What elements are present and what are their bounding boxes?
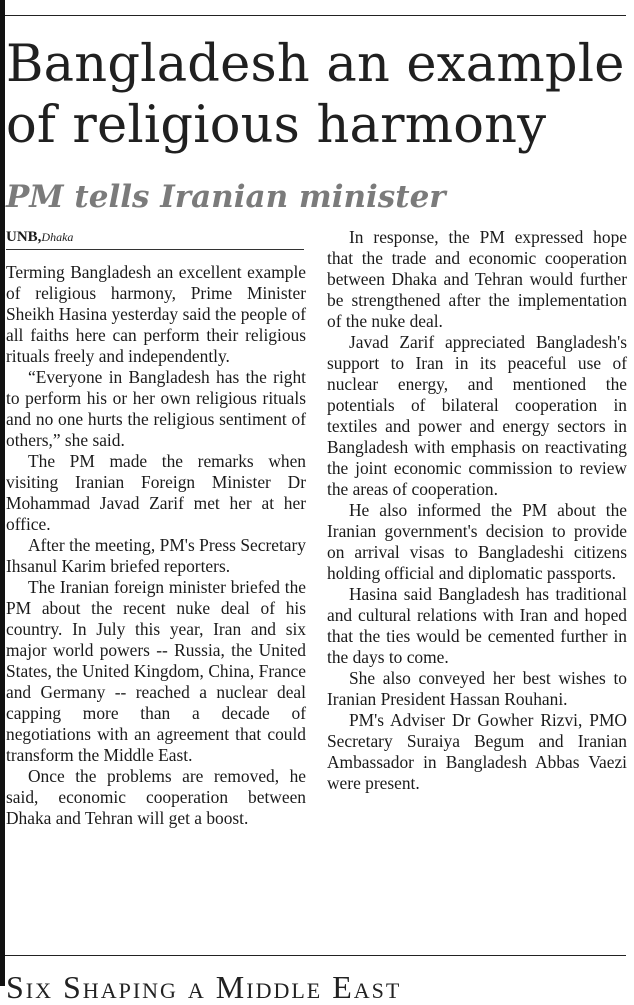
- paragraph: She also conveyed her best wishes to Iranian President Hassan Rouhani.: [327, 668, 627, 709]
- subheadline: PM tells Iranian minister: [6, 179, 446, 215]
- top-rule: [5, 15, 626, 16]
- dateline: [6, 229, 304, 250]
- byline-place: Dhaka: [41, 230, 74, 244]
- paragraph: He also informed the PM about the Iranian government's decision to provide on arrival visas to Bangladeshi citizens holding official and diplomatic passports.: [327, 500, 627, 583]
- paragraph: Hasina said Bangladesh has traditional and cultural relations with Iran and hoped that the ties would be cemented further in the days to come.: [327, 584, 627, 667]
- article-column-right: [327, 227, 627, 794]
- byline-agency: UNB,: [6, 229, 42, 245]
- article-column-left: [6, 262, 306, 829]
- bottom-rule: [5, 955, 626, 956]
- paragraph: The Iranian foreign minister briefed the PM about the recent nuke deal of his country. In July this year, Iran and six major world powers -- Russia, the United States, the United Kingdom, China, France and Germany -- reached a nuclear deal capping more than a decade of negotiations with an agreement that could transform the Middle East.: [6, 577, 306, 765]
- page-edge-bar: [0, 0, 5, 986]
- paragraph: Javad Zarif appreciated Bangladesh's support to Iran in its peaceful use of nuclear energy, and mentioned the potentials of bilateral cooperation in textiles and power and energy sectors in Bangladesh with emphasis on reactivating the joint economic commission to review the areas of cooperation.: [327, 332, 627, 499]
- paragraph: Once the problems are removed, he said, economic cooperation between Dhaka and Tehran will get a boost.: [6, 766, 306, 828]
- paragraph: Terming Bangladesh an excellent example of religious harmony, Prime Minister Sheikh Hasina yesterday said the people of all faiths here can perform their religious rituals freely and independently.: [6, 262, 306, 366]
- paragraph: In response, the PM expressed hope that the trade and economic cooperation between Dhaka and Tehran would further be strengthened after the implementation of the nuke deal.: [327, 227, 627, 331]
- paragraph: After the meeting, PM's Press Secretary Ihsanul Karim briefed reporters.: [6, 535, 306, 576]
- paragraph: The PM made the remarks when visiting Iranian Foreign Minister Dr Mohammad Javad Zarif met her at her office.: [6, 451, 306, 534]
- headline: Bangladesh an example of religious harmony: [6, 35, 625, 155]
- paragraph: PM's Adviser Dr Gowher Rizvi, PMO Secretary Suraiya Begum and Iranian Ambassador in Bangladesh Abbas Vaezi were present.: [327, 710, 627, 793]
- next-story-title: Six Shaping a Middle East: [6, 969, 402, 1005]
- paragraph: “Everyone in Bangladesh has the right to perform his or her own religious rituals and no one hurts the religious sentiment of others,” she said.: [6, 367, 306, 450]
